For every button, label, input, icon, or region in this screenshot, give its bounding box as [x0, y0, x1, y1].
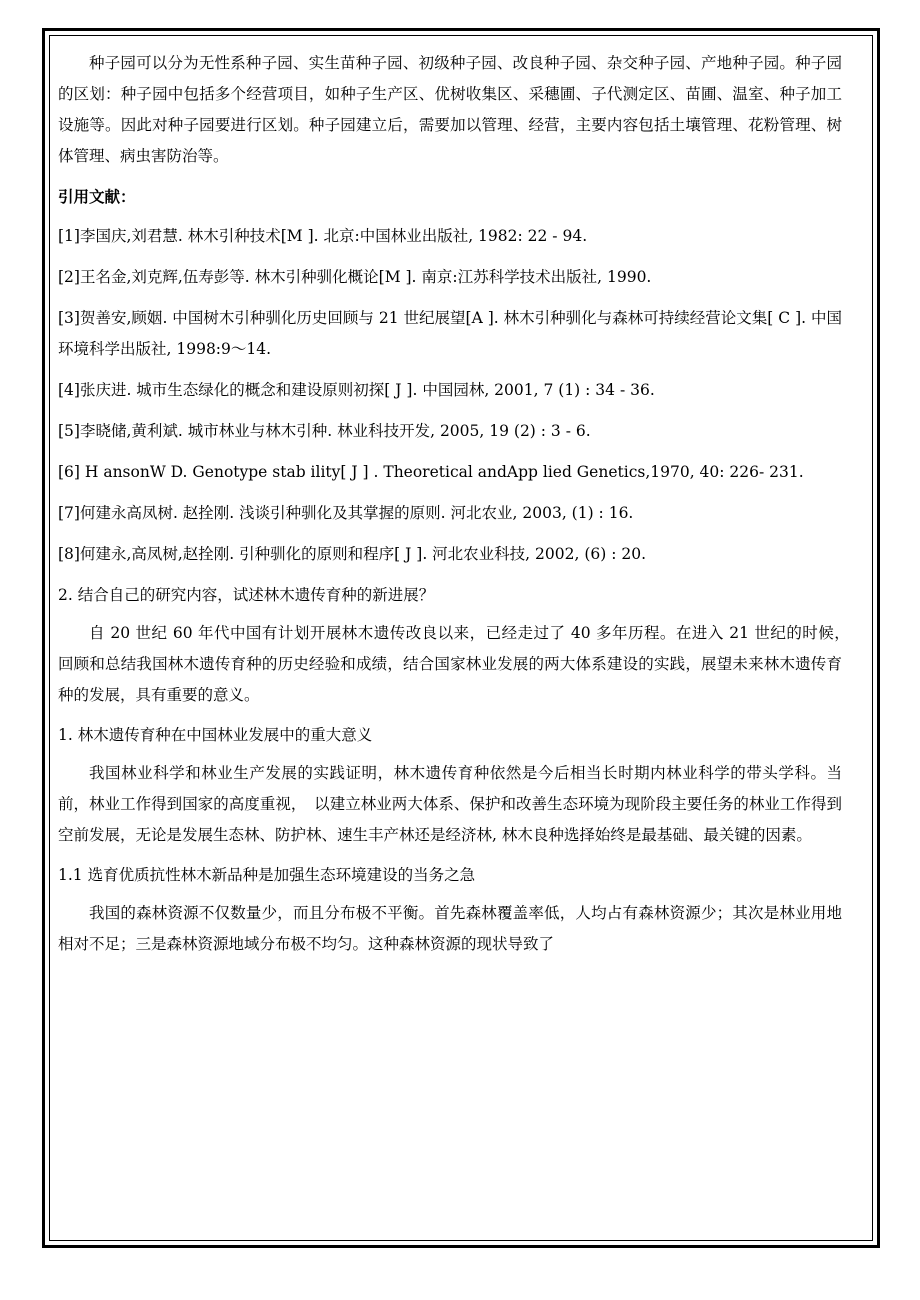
reference-item: [5]李晓储,黄利斌. 城市林业与林木引种. 林业科技开发, 2005, 19 (2) : 3 - 6. — [58, 422, 591, 440]
section-heading-1-1: 1.1 选育优质抗性林木新品种是加强生态环境建设的当务之急 — [58, 866, 476, 884]
paragraph-intro: 自 20 世纪 60 年代中国有计划开展林木遗传改良以来，已经走过了 40 多年历程。在进入 21 世纪的时候， 回顾和总结我国林木遗传育种的历史经验和成绩，结合国家林业发展的两大体系建设的实践，展望未来林木遗传育种的发展，具有重要的意义。 — [58, 624, 858, 704]
paragraph-section-1: 我国林业科学和林业生产发展的实践证明，林木遗传育种依然是今后相当长时期内林业科学的带头学科。当前，林业工作得到国家的高度重视， 以建立林业两大体系、保护和改善生态环境为现阶段主要任务的林业工作得到空前发展，无论是发展生态林、防护林、速生丰产林还是经济林, 林木良种选择始终是最基础、最关键的因素。 — [58, 764, 842, 844]
document-body — [58, 48, 858, 969]
reference-item: [6] H ansonW D. Genotype stab ility[ J ] . Theoretical andApp lied Genetics,1970, 40: 226- 231. — [58, 463, 804, 481]
reference-item: [1]李国庆,刘君慧. 林木引种技术[M ]. 北京:中国林业出版社, 1982: 22 - 94. — [58, 227, 588, 245]
paragraph-seed-orchard: 种子园可以分为无性系种子园、实生苗种子园、初级种子园、改良种子园、杂交种子园、产地种子园。种子园的区划：种子园中包括多个经营项目，如种子生产区、优树收集区、采穗圃、子代测定区、苗圃、温室、种子加工设施等。因此对种子园要进行区划。种子园建立后，需要加以管理、经营，主要内容包括土壤管理、花粉管理、树体管理、病虫害防治等。 — [58, 54, 842, 165]
reference-item: [4]张庆进. 城市生态绿化的概念和建设原则初探[ J ]. 中国园林, 2001, 7 (1) : 34 - 36. — [58, 381, 655, 399]
section-heading-1: 1. 林木遗传育种在中国林业发展中的重大意义 — [58, 726, 373, 744]
reference-item: [7]何建永高凤树. 赵拴刚. 浅谈引种驯化及其掌握的原则. 河北农业, 2003, (1) : 16. — [58, 504, 634, 522]
reference-item: [8]何建永,高凤树,赵拴刚. 引种驯化的原则和程序[ J ]. 河北农业科技, 2002, (6) : 20. — [58, 545, 647, 563]
question-heading: 2. 结合自己的研究内容，试述林木遗传育种的新进展？ — [58, 586, 435, 604]
heading-references: 引用文献： — [58, 187, 136, 206]
paragraph-section-1-1: 我国的森林资源不仅数量少，而且分布极不平衡。首先森林覆盖率低，人均占有森林资源少；其次是林业用地相对不足；三是森林资源地域分布极不均匀。这种森林资源的现状导致了 — [58, 904, 842, 953]
reference-item: [2]王名金,刘克辉,伍寿彭等. 林木引种驯化概论[M ]. 南京:江苏科学技术出版社, 1990. — [58, 268, 652, 286]
reference-item: [3]贺善安,顾姻. 中国树木引种驯化历史回顾与 21 世纪展望[A ]. 林木引种驯化与森林可持续经营论文集[ C ]. 中国环境科学出版社, 1998:9～14. — [58, 309, 842, 358]
